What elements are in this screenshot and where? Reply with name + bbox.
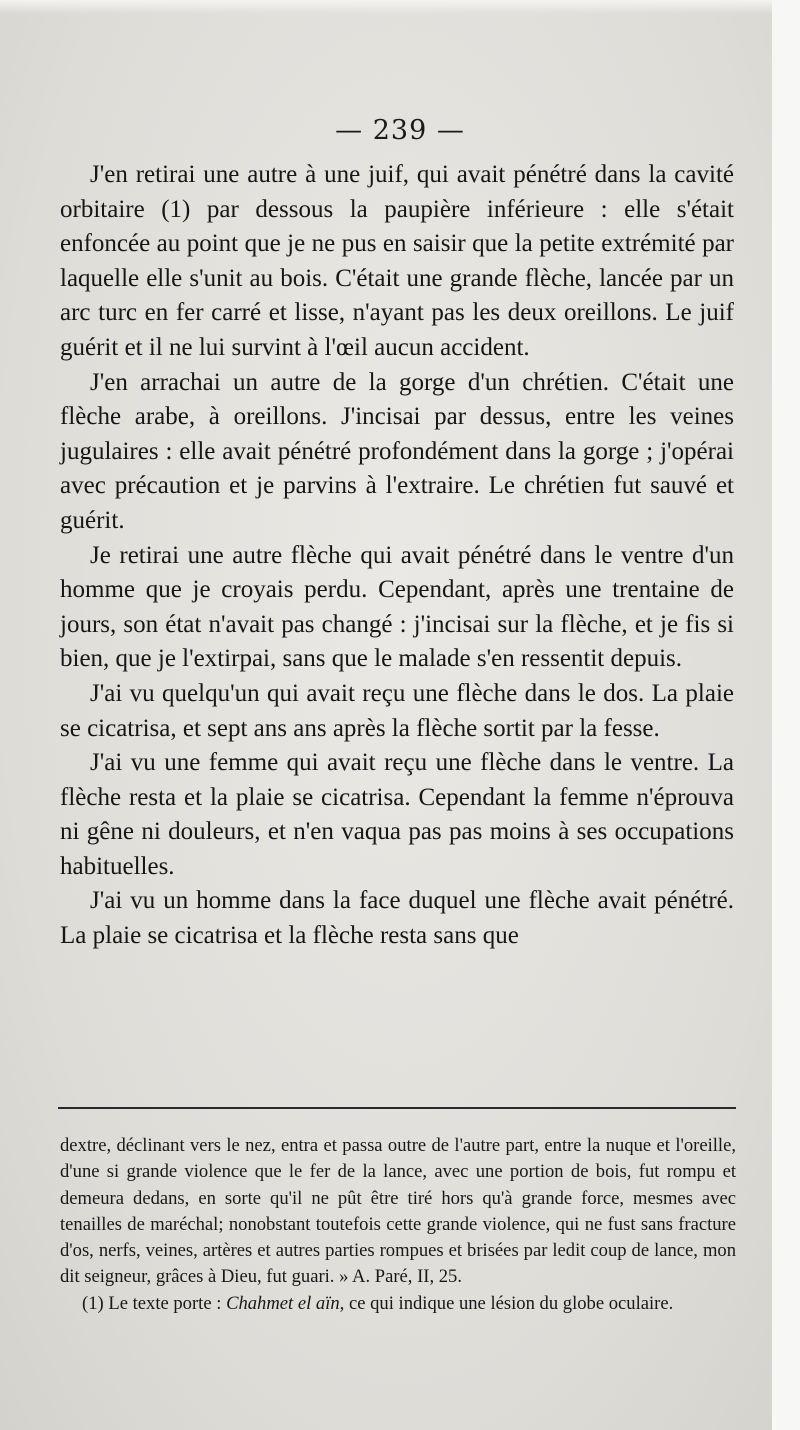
footnote-1-text-before: Le texte porte : (108, 1292, 222, 1314)
paragraph-christian-throat: J'en arrachai un autre de la gorge d'un chrétien. C'était une flèche arabe, à oreillons. J'incisai par dessus, entre les veines jugulaires : elle avait pénétré profondément dans la gorge ; j'opérai avec précaution et je parvins à l'extraire. Le chrétien fut sauvé et guérit. (60, 368, 734, 534)
paragraph-face-arrow: J'ai vu un homme dans la face duquel une flèche avait pénétré. La plaie se cicatrisa et la flèche resta sans que (60, 887, 734, 950)
paragraph-woman-belly: J'ai vu une femme qui avait reçu une flèche dans le ventre. La flèche resta et la plaie se cicatrisa. Cependant la femme n'éprouva ni gêne ni douleurs, et n'en vaqua pas pas moins à ses occupations habituelles. (60, 749, 734, 880)
paragraph-back-arrow: J'ai vu quelqu'un qui avait reçu une flèche dans le dos. La plaie se cicatrisa, et sept ans ans après la flèche sortit par la fesse. (60, 679, 734, 742)
footnote-1-text-after: ce qui indique une lésion du globe oculaire. (348, 1292, 674, 1314)
page-number: — 239 — (335, 115, 465, 146)
paragraph-belly-arrow: Je retirai une autre flèche qui avait pénétré dans le ventre d'un homme que je croyais perdu. Cependant, après une trentaine de jours, son état n'avait pas changé : j'incisai sur la flèche, et je fis si bien, que je l'extirpai, sans que le malade s'en ressentit depuis. (60, 541, 734, 673)
footnotes (60, 1133, 736, 1317)
main-text (60, 158, 734, 954)
footnote-separator (58, 1107, 736, 1109)
footnote-1-italic-term: Chahmet el aïn, (226, 1292, 345, 1314)
footnote-1-marker: (1) (82, 1292, 104, 1314)
footnote-continuation: dextre, déclinant vers le nez, entra et passa outre de l'autre part, entre la nuque et l'oreille, d'une si grande violence que le fer de la lance, avec une portion de bois, fut rompu et demeura dedans, en sorte qu'il ne pût être tiré hors qu'à grande force, mesmes avec tenailles de maréchal; nonobstant toutefois cette grande violence, qui ne fust sans fracture d'os, nerfs, veines, artères et autres parties rompues et brisées par ledit coup de lance, mon dit seigneur, grâces à Dieu, fut guari. » A. Paré, II, 25. (60, 1135, 736, 1288)
page-right-margin (772, 0, 800, 1430)
page-top-edge (0, 0, 800, 14)
footnote-1 (60, 1291, 736, 1317)
paragraph-jew-orbit: J'en retirai une autre à une juif, qui avait pénétré dans la cavité orbitaire (1) par dessous la paupière inférieure : elle s'était enfoncée au point que je ne pus en saisir que la petite extrémité par laquelle elle s'unit au bois. C'était une grande flèche, lancée par un arc turc en fer carré et lisse, n'ayant pas les deux oreillons. Le juif guérit et il ne lui survint à l'œil aucun accident. (60, 161, 734, 361)
